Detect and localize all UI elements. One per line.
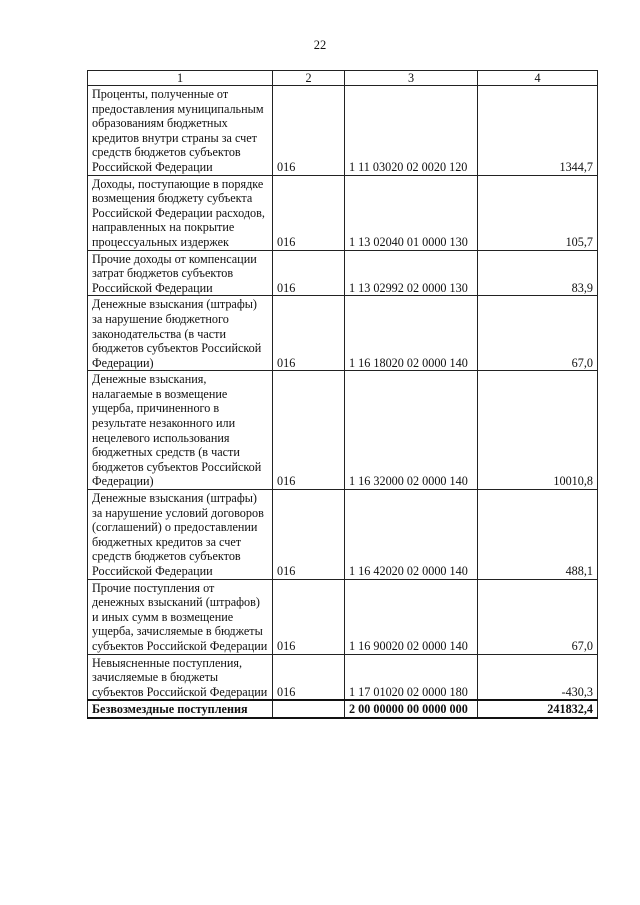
revenue-name: Денежные взыскания (штрафы) за нарушение бюджетного законодательства (в части бюджетов субъектов Российской Федерации): [88, 296, 273, 371]
total-row: [88, 700, 598, 718]
amount: 105,7: [478, 175, 598, 250]
table-row: [88, 654, 598, 700]
table-row: [88, 250, 598, 296]
table-row: [88, 86, 598, 176]
admin-code: 016: [273, 371, 345, 490]
admin-code: 016: [273, 250, 345, 296]
admin-code: 016: [273, 490, 345, 580]
revenue-name: Прочие доходы от компенсации затрат бюджетов субъектов Российской Федерации: [88, 250, 273, 296]
classification-code: 1 16 32000 02 0000 140: [345, 371, 478, 490]
revenue-name: Невыясненные поступления, зачисляемые в бюджеты субъектов Российской Федерации: [88, 654, 273, 700]
table-row: [88, 296, 598, 371]
admin-code: 016: [273, 654, 345, 700]
admin-code: 016: [273, 175, 345, 250]
table-row: [88, 371, 598, 490]
header-col-3: 3: [345, 71, 478, 86]
admin-code: 016: [273, 579, 345, 654]
header-col-4: 4: [478, 71, 598, 86]
header-col-2: 2: [273, 71, 345, 86]
classification-code: 1 17 01020 02 0000 180: [345, 654, 478, 700]
amount: 67,0: [478, 296, 598, 371]
amount: 67,0: [478, 579, 598, 654]
classification-code: 1 16 90020 02 0000 140: [345, 579, 478, 654]
revenue-table: [87, 70, 598, 719]
table-row: [88, 490, 598, 580]
header-row: [88, 71, 598, 86]
amount: 488,1: [478, 490, 598, 580]
amount: 83,9: [478, 250, 598, 296]
table-row: [88, 175, 598, 250]
classification-code: 1 11 03020 02 0020 120: [345, 86, 478, 176]
total-classification-code: 2 00 00000 00 0000 000: [345, 700, 478, 718]
classification-code: 1 13 02040 01 0000 130: [345, 175, 478, 250]
admin-code: 016: [273, 86, 345, 176]
revenue-name: Доходы, поступающие в порядке возмещения бюджету субъекта Российской Федерации расходов, направленных на покрытие процессуальных издержек: [88, 175, 273, 250]
total-admin-code: [273, 700, 345, 718]
classification-code: 1 16 42020 02 0000 140: [345, 490, 478, 580]
page-number: 22: [313, 38, 327, 52]
classification-code: 1 13 02992 02 0000 130: [345, 250, 478, 296]
revenue-name: Проценты, полученные от предоставления муниципальным образованиям бюджетных кредитов внутри страны за счет средств бюджетов субъектов Российской Федерации: [88, 86, 273, 176]
total-name: Безвозмездные поступления: [88, 700, 273, 718]
admin-code: 016: [273, 296, 345, 371]
revenue-name: Прочие поступления от денежных взысканий (штрафов) и иных сумм в возмещение ущерба, зачисляемые в бюджеты субъектов Российской Федерации: [88, 579, 273, 654]
amount: 1344,7: [478, 86, 598, 176]
header-col-1: 1: [88, 71, 273, 86]
table-row: [88, 579, 598, 654]
total-amount: 241832,4: [478, 700, 598, 718]
amount: -430,3: [478, 654, 598, 700]
classification-code: 1 16 18020 02 0000 140: [345, 296, 478, 371]
revenue-name: Денежные взыскания, налагаемые в возмещение ущерба, причиненного в результате незаконного или нецелевого использования бюджетных средств (в части бюджетов субъектов Российской Федерации): [88, 371, 273, 490]
amount: 10010,8: [478, 371, 598, 490]
revenue-name: Денежные взыскания (штрафы) за нарушение условий договоров (соглашений) о предоставлении бюджетных кредитов за счет средств бюджетов субъектов Российской Федерации: [88, 490, 273, 580]
